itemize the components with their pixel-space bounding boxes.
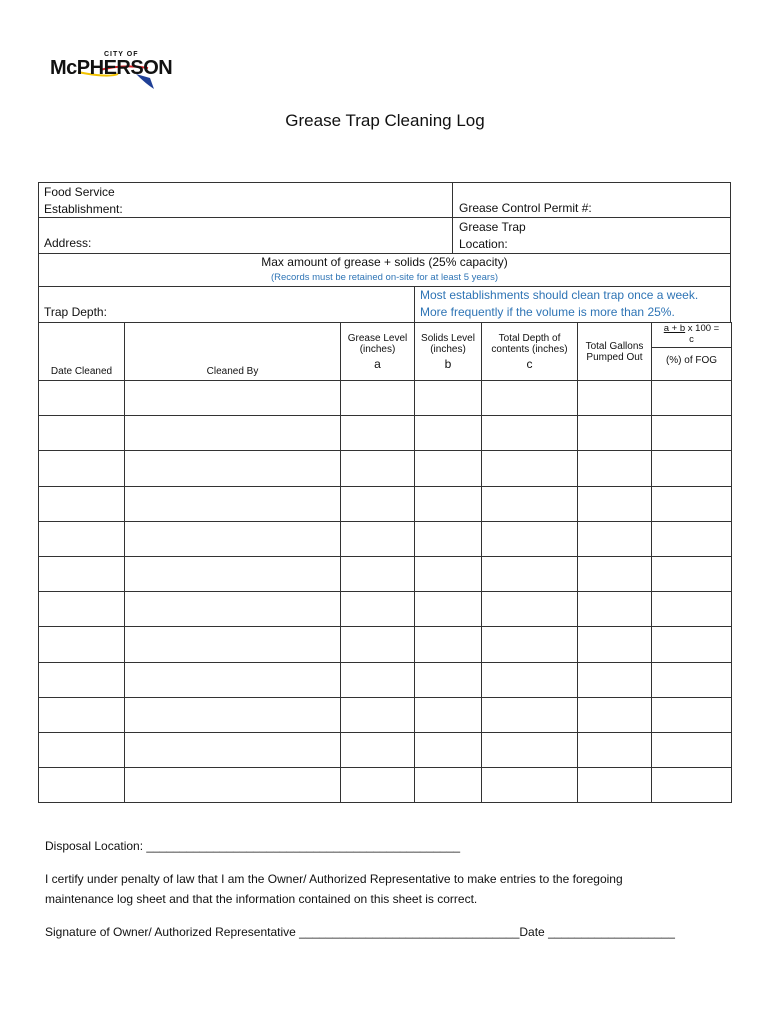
- table-row: [39, 486, 732, 521]
- log-cell[interactable]: [482, 697, 578, 732]
- log-cell[interactable]: [482, 592, 578, 627]
- grease-letter: a: [374, 356, 381, 371]
- log-cell[interactable]: [482, 451, 578, 486]
- certify-line-2: maintenance log sheet and that the information contained on this sheet is correct.: [45, 892, 478, 906]
- logo-small-text: CITY OF: [104, 51, 139, 58]
- log-cell[interactable]: [39, 451, 125, 486]
- log-cell[interactable]: [39, 732, 125, 767]
- table-row: [39, 662, 732, 697]
- table-row: [39, 381, 732, 416]
- log-cell[interactable]: [652, 768, 732, 803]
- log-cell[interactable]: [652, 627, 732, 662]
- log-cell[interactable]: [341, 381, 415, 416]
- log-cell[interactable]: [578, 521, 652, 556]
- log-cell[interactable]: [578, 592, 652, 627]
- log-cell[interactable]: [652, 521, 732, 556]
- log-cell[interactable]: [341, 521, 415, 556]
- grease-level-label: Grease Level (inches): [347, 332, 408, 355]
- log-cell[interactable]: [125, 732, 341, 767]
- log-cell[interactable]: [652, 486, 732, 521]
- log-grid: [38, 322, 731, 803]
- log-cell[interactable]: [415, 592, 482, 627]
- city-logo: [48, 48, 200, 92]
- log-cell[interactable]: [341, 732, 415, 767]
- fog-formula: [652, 323, 731, 348]
- log-cell[interactable]: [39, 521, 125, 556]
- log-cell[interactable]: [39, 556, 125, 591]
- log-cell[interactable]: [39, 768, 125, 803]
- col-fog-percent: [652, 323, 732, 381]
- log-cell[interactable]: [415, 697, 482, 732]
- table-row: [39, 732, 732, 767]
- log-cell[interactable]: [39, 627, 125, 662]
- permit-field[interactable]: Grease Control Permit #:: [459, 201, 592, 215]
- log-cell[interactable]: [415, 451, 482, 486]
- table-row: [39, 451, 732, 486]
- col-total-depth: [482, 323, 578, 381]
- col-date-cleaned: Date Cleaned: [39, 323, 125, 381]
- log-cell[interactable]: [415, 416, 482, 451]
- log-cell[interactable]: [125, 381, 341, 416]
- page-title: Grease Trap Cleaning Log: [285, 111, 485, 130]
- log-cell[interactable]: [415, 556, 482, 591]
- fog-times: x 100 =: [685, 323, 720, 334]
- log-cell[interactable]: [39, 592, 125, 627]
- log-cell[interactable]: [482, 556, 578, 591]
- fog-label: (%) of FOG: [665, 355, 718, 366]
- table-row: [39, 416, 732, 451]
- log-cell[interactable]: [125, 662, 341, 697]
- logo-main-text: McPHERSON: [50, 57, 173, 79]
- col-solids-level: [415, 323, 482, 381]
- col-total-gallons: Total Gallons Pumped Out: [578, 323, 652, 381]
- log-cell[interactable]: [341, 592, 415, 627]
- log-cell[interactable]: [652, 451, 732, 486]
- log-cell[interactable]: [341, 451, 415, 486]
- table-row: [39, 627, 732, 662]
- certify-line-1: I certify under penalty of law that I am the Owner/ Authorized Representative to make entries to the foregoing: [45, 872, 623, 886]
- log-cell[interactable]: [415, 768, 482, 803]
- log-cell[interactable]: [39, 662, 125, 697]
- log-cell[interactable]: [652, 592, 732, 627]
- log-cell[interactable]: [125, 768, 341, 803]
- log-cell[interactable]: [415, 662, 482, 697]
- log-cell[interactable]: [578, 451, 652, 486]
- fog-numerator: a + b: [663, 323, 686, 334]
- food-service-field[interactable]: [44, 184, 123, 218]
- log-cell[interactable]: [39, 697, 125, 732]
- log-cell[interactable]: [578, 486, 652, 521]
- log-cell[interactable]: [125, 416, 341, 451]
- log-cell[interactable]: [482, 662, 578, 697]
- log-cell[interactable]: [341, 662, 415, 697]
- log-cell[interactable]: [341, 486, 415, 521]
- location-label-1: Grease Trap: [459, 220, 526, 234]
- log-cell[interactable]: [482, 768, 578, 803]
- log-cell[interactable]: [341, 697, 415, 732]
- log-cell[interactable]: [578, 732, 652, 767]
- address-field[interactable]: Address:: [44, 236, 92, 250]
- total-depth-label: Total Depth of contents (inches): [491, 332, 568, 355]
- food-service-label: Food Service: [44, 185, 115, 199]
- table-row: [39, 697, 732, 732]
- signature-line[interactable]: Signature of Owner/ Authorized Representative _________________________________Date ___________________: [45, 925, 675, 939]
- col-grease-level: [341, 323, 415, 381]
- trap-depth-field[interactable]: Trap Depth:: [44, 305, 107, 319]
- log-cell[interactable]: [341, 627, 415, 662]
- log-cell[interactable]: [578, 662, 652, 697]
- table-row: [39, 768, 732, 803]
- log-cell[interactable]: [652, 662, 732, 697]
- log-cell[interactable]: [125, 451, 341, 486]
- log-cell[interactable]: [125, 592, 341, 627]
- records-note: (Records must be retained on-site for at least 5 years): [270, 272, 499, 283]
- log-cell[interactable]: [482, 486, 578, 521]
- log-cell[interactable]: [415, 381, 482, 416]
- log-cell[interactable]: [482, 521, 578, 556]
- log-cell[interactable]: [652, 697, 732, 732]
- log-cell[interactable]: [125, 556, 341, 591]
- advice-line-1: Most establishments should clean trap once a week.: [420, 288, 699, 302]
- solids-letter: b: [444, 356, 452, 371]
- location-field[interactable]: [459, 219, 526, 253]
- log-cell[interactable]: [39, 416, 125, 451]
- log-cell[interactable]: [341, 768, 415, 803]
- log-cell[interactable]: [578, 627, 652, 662]
- log-cell[interactable]: [652, 416, 732, 451]
- log-cell[interactable]: [125, 521, 341, 556]
- log-cell[interactable]: [39, 486, 125, 521]
- fog-denominator: c: [689, 334, 694, 345]
- table-row: [39, 592, 732, 627]
- solids-level-label: Solids Level (inches): [421, 332, 475, 355]
- log-cell[interactable]: [578, 768, 652, 803]
- log-cell[interactable]: [578, 556, 652, 591]
- log-cell[interactable]: [652, 556, 732, 591]
- cleaning-advice: [420, 287, 698, 321]
- log-cell[interactable]: [578, 381, 652, 416]
- log-cell[interactable]: [482, 416, 578, 451]
- disposal-location-line[interactable]: Disposal Location: _______________________________________________: [45, 839, 461, 853]
- log-cell[interactable]: [125, 697, 341, 732]
- log-cell[interactable]: [415, 627, 482, 662]
- log-cell[interactable]: [415, 486, 482, 521]
- log-cell[interactable]: [652, 732, 732, 767]
- log-cell[interactable]: [482, 627, 578, 662]
- log-rows: [39, 381, 732, 803]
- log-cell[interactable]: [578, 697, 652, 732]
- location-label-2: Location:: [459, 237, 508, 251]
- log-cell[interactable]: [482, 732, 578, 767]
- log-cell[interactable]: [415, 732, 482, 767]
- log-cell[interactable]: [652, 381, 732, 416]
- log-cell[interactable]: [39, 381, 125, 416]
- log-cell[interactable]: [125, 486, 341, 521]
- establishment-label: Establishment:: [44, 202, 123, 216]
- log-cell[interactable]: [341, 416, 415, 451]
- table-row: [39, 556, 732, 591]
- col-cleaned-by: Cleaned By: [125, 323, 341, 381]
- total-letter: c: [526, 356, 533, 371]
- log-cell[interactable]: [415, 521, 482, 556]
- table-row: [39, 521, 732, 556]
- max-amount-text: Max amount of grease + solids (25% capacity): [261, 255, 508, 269]
- log-cell[interactable]: [125, 627, 341, 662]
- log-cell[interactable]: [578, 416, 652, 451]
- advice-line-2: More frequently if the volume is more than 25%.: [420, 305, 675, 319]
- log-cell[interactable]: [482, 381, 578, 416]
- log-cell[interactable]: [341, 556, 415, 591]
